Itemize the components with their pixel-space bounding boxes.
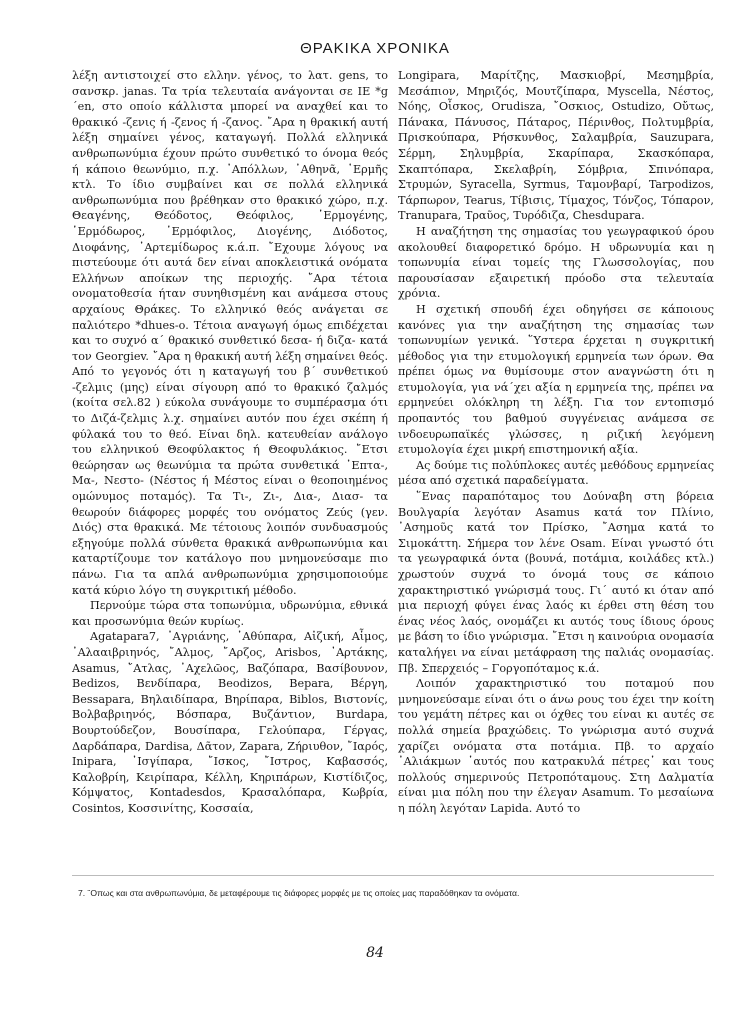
paragraph: Η σχετική σπουδή έχει οδηγήσει σε κάποιους κανόνες για την αναζήτηση της σημασίας των τοπωνυμίων γενικά. ῞Υστερα έρχεται η συγκριτική μέθοδος για την ετυμολογική ερμηνεία των όρων. Θα πρέπει όμως να θυμίσουμε στον αναγνώστη ότι η ετυμολογία, για νά´χει αξία η ερμηνεία της, πρέπει να ερμηνεύει ολόκληρη τη λέξη. Για τον εντοπισμό προπαντός του βαθμού συγγένειας ανάμεσα σε ινδοευρωπαϊκές γλώσσες, η ριζική λεγόμενη ετυμολογία έχει μικρή επιστημονική αξία. [398,302,714,457]
paragraph: Ας δούμε τις πολύπλοκες αυτές μεθόδους ερμηνείας μέσα από σχετικά παραδείγματα. [398,458,714,488]
left-column [72,68,388,817]
paragraph: Λοιπόν χαρακτηριστικό του ποταμού που μνημονεύσαμε είναι ότι ο άνω ρους του έχει την κοίτη του γεμάτη πέτρες και οι όχθες του είναι κι αυτές σε πολλά σημεία βραχώδεις. Το γνώρισμα αυτό συχνά χαρίζει ονόματα στα ποτάμια. Πβ. το αρχαίο ᾿Αλιάκμων ῾αυτός που κατρακυλά πέτρες῾ και τους πολλούς σημερινούς Πετροπόταμους. Στη Δαλματία είναι μια πόλη που την έλεγαν Asamum. Το μεσαίωνα η πόλη λεγόταν Lapida. Αυτό το [398,677,714,815]
paragraph: ῞Ενας παραπόταμος του Δούναβη στη βόρεια Βουλγαρία λεγόταν Asamus κατά τον Πλίνιο, ᾿Ασημοῦς κατά τον Πρίσκο, ῎Ασημα κατά το Σιμοκάττη. Σήμερα τον λένε Osam. Είναι γνωστό ότι τα γεωγραφικά όντα (βουνά, ποτάμια, κοιλάδες κτλ.) χρωστούν συχνά το όνομά τους σε κάποιο χαρακτηριστικό γνώρισμά τους. Γι´ αυτό κι όταν από μια περιοχή φύγει ένας λαός κι έρθει στη θέση του ένας νέος λαός, ονομάζει κι αυτός τους ίδιους όρους με βάση το ίδιο γνώρισμα. ῎Ετσι η καινούρια ονομασία καταλήγει να είναι μετάφραση της παλιάς ονομασίας. Πβ. Σπερχειός – Γοργοπόταμος κ.ά. [398,490,714,675]
paragraph: λέξη αντιστοιχεί στο ελλην. γένος, το λατ. gens, το σανσκρ. janas. Τα τρία τελευταία ανάγονται σε ΙΕ *g´en, στο οποίο κάλλιστα μπορεί να αναχθεί και το θρακικό -ζενις ή -ζενος ή -ζανος. ῎Αρα η θρακική αυτή λέξη σημαίνει γένος, καταγωγή. Πολλά ελληνικά ανθρωπωνύμια έχουν πρώτο συνθετικό το όνομα θεός ή κάποιο θεωνύμιο, π.χ. ᾿Απόλλων, ᾿Αθηνᾶ, ῾Ερμῆς κτλ. Το ίδιο συμβαίνει και σε πολλά ελληνικά ανθρωπωνύμια που βρέθηκαν στο θρακικό χώρο, π.χ. Θεαγένης, Θεόδοτος, Θεόφιλος, ῾Ερμογένης, ῾Ερμόδωρος, ῾Ερμόφιλος, Διογένης, Διόδοτος, Διοφάνης, ᾿Αρτεμίδωρος κ.ά.π. ῎Εχουμε λόγους να πιστεύουμε ότι αυτά δεν είναι αποκλειστικά ονόματα Ελλήνων αποίκων της περιοχής. ῎Αρα τέτοια ονοματοθεσία ήταν συνηθισμένη και ανάμεσα στους αρχαίους Θράκες. Το ελληνικό θεός ανάγεται σε παλιότερο *dhues-o. Τέτοια αναγωγή όμως επιδέχεται και το συχνό α´ θρακικό συνθετικό δεσα- ή διζα- κατά τον Georgiev. ῎Αρα η θρακική αυτή λέξη σημαίνει θεός. Από το γεγονός ότι η καταγωγή του β´ συνθετικού -ζελμις (μης) είναι σίγουρη από το θρακικό ζαλμός (κοίτα σελ.82 ) εύκολα συνάγουμε το συμπέρασμα ότι το Διζά-ζελμις λ.χ. σημαίνει αυτόν που έχει σκέπη ή φύλακά του το θεό. Είναι δηλ. κατευθείαν ανάλογο του ελληνικού Θεοφύλακτος ή Θεοφυλάκιος. ῎Ετσι θεώρησαν ως θεωνύμια τα πρώτα συνθετικά ᾿Επτα-, Μα-, Νεστο- (Νέστος ή Μέστος είναι ο θεοποιημένος ομώνυμος ποταμός). Τα Τι-, Ζι-, Δια-, Διασ- τα θεωρούν διάφορες μορφές του ονόματος Ζεύς (γεν. Διός) στα θρακικά. Με τέτοιους λοιπόν συνδυασμούς εξηγούμε πολλά σύνθετα θρακικά ανθρωπωνύμια και καταρτίζουμε τον κατάλογο που μνημονεύσαμε πιο πάνω. Για τα απλά ανθρωπωνύμια χρησιμοποιούμε κατά κύριο λόγο τη συγκριτική μέθοδο. [72,69,388,597]
footnote-divider [72,875,714,876]
page-number: 84 [366,945,384,961]
footnote: 7. ῞Οπως και στα ανθρωπωνύμια, δε μεταφέρουμε τις διάφορες μορφές με τις οποίες μας παραδόθηκαν τα ονόματα. [78,888,520,898]
paragraph: Longipara, Μαρίτζης, Μασκιοβρί, Μεσημβρία, Μεσάπιον, Μηριζός, Μουτζίπαρα, Myscella, Νέστος, Νόης, Οἶσκος, Orudisza, ῎Οσκιος, Ostudizo, Οὔτως, Πάνακα, Πάνυσος, Πάταρος, Πέρινθος, Πολτυμβρία, Πρισκούπαρα, Ρήσκυνθος, Σαλαμβρία, Sauzupara, Σέρμη, Σηλυμβρία, Σκαρίπαρα, Σκασκόπαρα, Σκαπτόπαρα, Σκελαβρίη, Σόμβρια, Σπινόπαρα, Στρυμών, Syracella, Syrmus, Ταμονβαρί, Tarpodizos, Τάρπωρον, Tearus, Τίβισις, Τίμαχος, Τόνζος, Τόπαρον, Tranupara, Τραῦος, Τυρόδιζα, Chesdupara. [398,69,714,223]
paragraph: Η αναζήτηση της σημασίας του γεωγραφικού όρου ακολουθεί διαφορετικό δρόμο. Η υδρωνυμία και η τοπωνυμία είναι τομείς της Γλωσσολογίας, που παρουσίασαν εξαιρετική πρόοδο στα τελευταία χρόνια. [398,224,714,301]
right-column [398,68,714,817]
running-header: ΘΡΑΚΙΚΑ ΧΡΟΝΙΚΑ [300,40,450,57]
paragraph: Agatapara7, ᾿Αγριάνης, ᾿Αθύπαρα, Αἰζική, Αἶμος, ᾿Αλααιβριηνός, ῎Αλμος, ῎Αρζος, Arisbos, ᾿Αρτάκης, Asamus, ῎Ατλας, ᾿Αχελῶος, Βαζόπαρα, Βασίβουνον, Bedizos, Βενδίπαρα, Beodizos, Bepara, Βέργη, Bessapara, Βηλαιδίπαρα, Βηρίπαρα, Biblos, Βιστονίς, Βολβαβριηνός, Βόσπαρα, Βυζάντιον, Burdapa, Βουρτούδεζον, Βουσίπαρα, Γελούπαρα, Γέργας, Δαρδάπαρα, Dardisa, Δᾶτον, Zapara, Ζήριυθον, ῎Ιαρός, Inipara, ᾿Ισγίπαρα, ῎Ισκος, ῎Ιστρος, Καβασσός, Καλοβρίη, Κειρίπαρα, Κέλλη, Κηριπάρων, Κιστίδιζος, Κόμψατος, Kontadesdos, Κρασαλόπαρα, Κωβρία, Cosintos, Κοσσινίτης, Κοσσαία, [72,630,388,815]
paragraph: Περνούμε τώρα στα τοπωνύμια, υδρωνύμια, εθνικά και προσωνύμια θεών κυρίως. [72,599,388,628]
